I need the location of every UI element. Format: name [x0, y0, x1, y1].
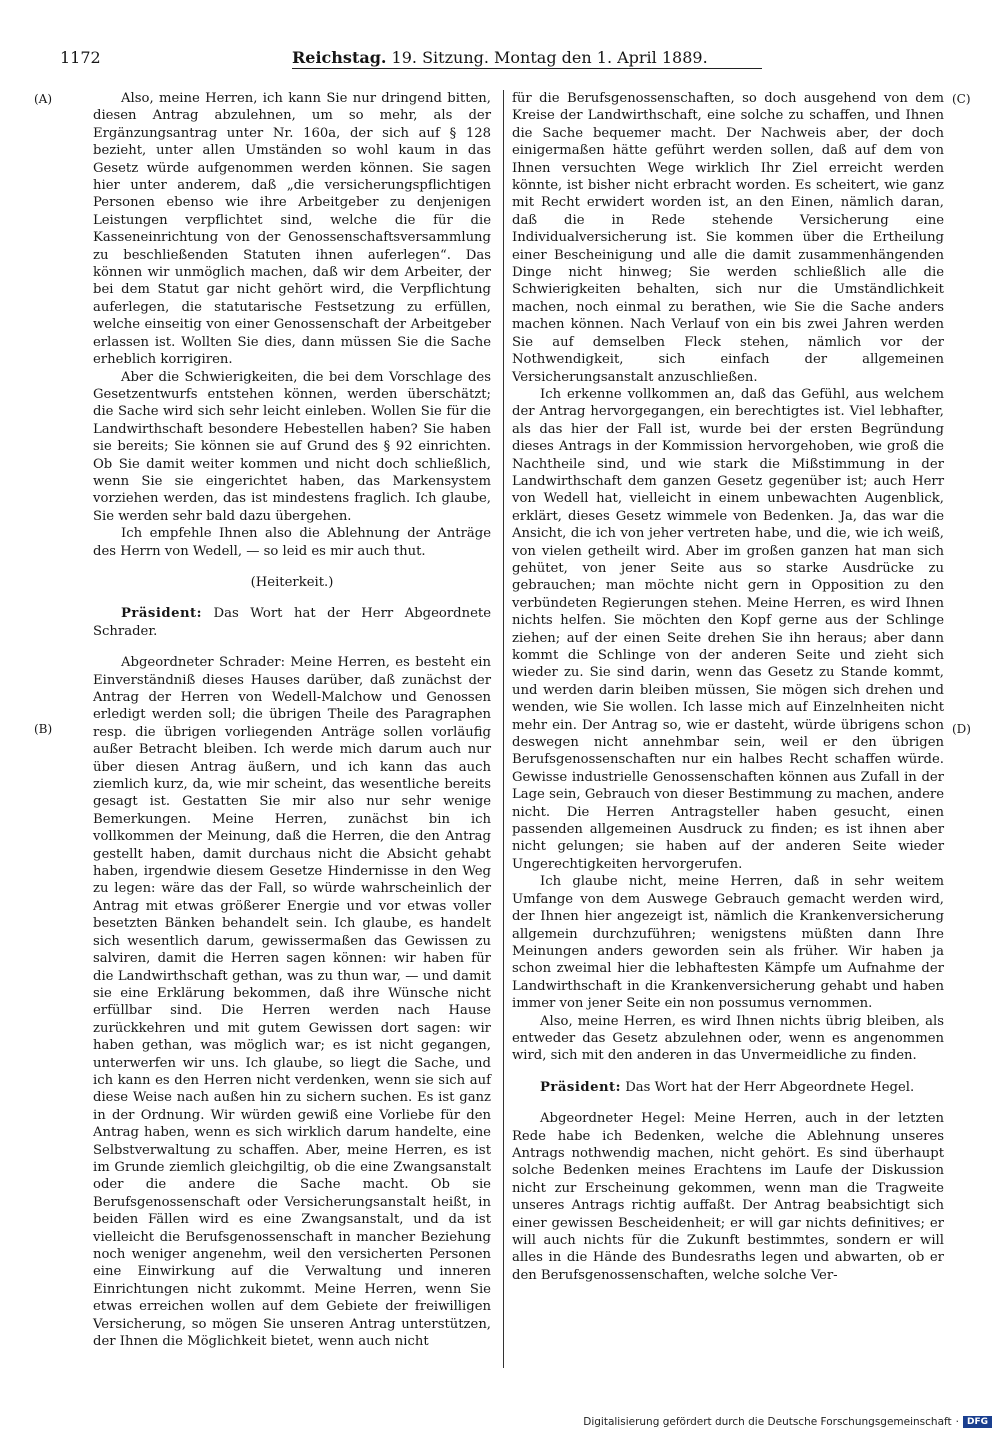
- left-column: [93, 90, 491, 1350]
- president-text: Das Wort hat der Herr Abgeordnete Schrader.: [93, 606, 491, 639]
- running-title: [292, 48, 708, 67]
- president-label: Präsident:: [121, 606, 203, 622]
- left-paragraph: Ich empfehle Ihnen also die Ablehnung der Anträge des Herrn von Wedell, — so leid es mir auch thut.: [93, 526, 491, 559]
- header-rule: [292, 68, 762, 69]
- speech-text: Meine Herren, es besteht ein Einverständniß dieses Hauses darüber, daß zunächst der Antrag der Herren von Wedell-Malchow und Genossen erledigt werden soll; die übrigen Theile des Paragraphen resp. die übrigen vorliegenden Anträge sollen vorläufig außer Betracht bleiben. Ich werde mich darum auch nur über diesen Antrag äußern, und ich kann das auch ziemlich kurz, da, wie mir scheint, das wesentliche bereits gesagt ist. Gestatten Sie mir also nur sehr wenige Bemerkungen. Meine Herren, zunächst bin ich vollkommen der Meinung, daß die Herren, die den Antrag gestellt haben, damit durchaus nicht die Absicht gehabt haben, irgendwie diesem Gesetze Hindernisse in den Weg zu legen: wäre das der Fall, so würde wahrscheinlich der Antrag mit etwas größerer Energie und vor etwas voller besetzten Bänken behandelt sein. Ich glaube, es handelt sich wesentlich darum, gewissermaßen das Gewissen zu salviren, damit die Herren sagen können: wir haben für die Landwirthschaft gethan, was zu thun war, — und damit sie eine Erklärung bekommen, daß ihre Wünsche nicht erfüllbar sind. Die Herren werden nach Hause zurückkehren und mit gutem Gewissen dort sagen: wir haben gethan, was möglich war; es ist nicht gegangen, unterwerfen wir uns. Ich glaube, so liegt die Sache, und ich kann es den Herren nicht verdenken, wenn sie sich auf diese Weise nach außen hin zu sichern suchen. Es ist ganz in der Ordnung. Wir würden gewiß eine Vorliebe für den Antrag haben, wenn es sich wirklich darum handelte, eine Selbstverwaltung zu schaffen. Aber, meine Herren, es ist im Grunde ziemlich gleichgiltig, ob die eine Zwangsanstalt oder die andere die Sache macht. Ob sie Berufsgenossenschaft oder Versicherungsanstalt heißt, in beiden Fällen wird es eine Zwangsanstalt, und da ist vielleicht die Berufsgenossenschaft in mancher Beziehung noch weniger angenehm, weil den versicherten Personen eine Einwirkung auf die Verwaltung und inneren Einrichtungen nicht zukommt. Meine Herren, wenn Sie etwas erreichen wollen auf dem Gebiete der freiwilligen Versicherung, so mögen Sie unseren Antrag unterstützen, der Ihnen die Möglichkeit bietet, wenn auch nicht: [93, 655, 491, 1350]
- right-paragraph: für die Berufsgenossenschaften, so doch ausgehend von dem Kreise der Landwirthschaft, eine solche zu schaffen, und Ihnen die Sache bequemer macht. Der Nachweis aber, der doch einigermaßen hätte geführt werden sollen, daß auf dem von Ihnen versuchten Wege wirklich Ihr Ziel erreicht werden könnte, ist bisher nicht erbracht worden. Es scheitert, wie ganz mit Recht erwidert worden ist, an den Einen, nämlich daran, daß die in Rede stehende Versicherung eine Individualversicherung ist. Sie kommen über die Ertheilung einer Bescheinigung und alle die damit zusammenhängenden Dinge nicht hinweg; Sie werden schließlich alle die Schwierigkeiten behalten, sich nur die Umständlichkeit machen, noch einmal zu berathen, wie Sie die Sache anders machen können. Nach Verlauf von ein bis zwei Jahren werden Sie auf demselben Fleck stehen, nämlich vor der Nothwendigkeit, sich einfach der allgemeinen Versicherungsanstalt anzuschließen.: [512, 91, 944, 385]
- dfg-logo: DFG: [963, 1416, 992, 1428]
- page-header: [60, 44, 940, 70]
- page-number: 1172: [60, 48, 101, 67]
- right-paragraph: Ich glaube nicht, meine Herren, daß in sehr weitem Umfange von dem Auswege Gebrauch gemacht werden wird, der Ihnen hier angezeigt ist, nämlich die Krankenversicherung allgemein durchzuführen; wenigstens müßten dann Ihre Meinungen anders geworden sein als früher. Wir haben ja schon zweimal hier die lebhaftesten Kämpfe um Aufnahme der Landwirthschaft in die Krankenversicherung gehabt und haben immer von jener Seite ein non possumus vernommen.: [512, 874, 944, 1012]
- footer-text: Digitalisierung gefördert durch die Deutsche Forschungsgemeinschaft: [583, 1416, 952, 1428]
- president-statement: [512, 1079, 944, 1096]
- speaker-label: Abgeordneter Hegel:: [540, 1111, 686, 1127]
- column-divider: [503, 90, 504, 1368]
- margin-marker-c: (C): [952, 92, 971, 106]
- laughter-note: (Heiterkeit.): [250, 574, 334, 590]
- left-paragraph: Aber die Schwierigkeiten, die bei dem Vorschlage des Gesetzentwurfs entstehen können, werden überschätzt; die Sache wird sich sehr leicht einleben. Wollen Sie für die Landwirthschaft besondere Hebestellen haben? Sie haben sie bereits; Sie können sie auf Grund des § 92 einrichten. Ob Sie damit weiter kommen und nicht doch schließlich, wenn Sie sie eingerichtet haben, das Markensystem vorziehen werden, das ist mindestens fraglich. Ich glaube, Sie werden sehr bald dazu übergehen.: [93, 369, 491, 524]
- speech: [512, 1110, 944, 1284]
- speech: [93, 654, 491, 1350]
- running-title-rest: 19. Sitzung. Montag den 1. April 1889.: [391, 48, 708, 67]
- footer-separator: ·: [955, 1416, 959, 1428]
- digitization-footer: [583, 1414, 992, 1430]
- margin-marker-d: (D): [952, 722, 971, 736]
- president-label: Präsident:: [540, 1079, 622, 1095]
- speaker-label: Abgeordneter Schrader:: [121, 655, 286, 671]
- margin-marker-a: (A): [34, 92, 53, 106]
- speech-text: Meine Herren, auch in der letzten Rede habe ich Bedenken, welche die Ablehnung unseres Antrags nothwendig machen, nicht gehört. Es sind überhaupt solche Bedenken meines Erachtens im Laufe der Diskussion nicht zur Erscheinung gekommen, wenn man die Tragweite unseres Antrags richtig auffaßt. Der Antrag beabsichtigt sich einer gewissen Bescheidenheit; er will gar nichts definitives; er will auch nichts für die Zukunft bestimmtes, sondern er will alles in die Hände des Bundesraths legen und abwarten, ob er den Berufsgenossenschaften, welche solche Ver-: [512, 1111, 944, 1283]
- right-paragraph: Also, meine Herren, es wird Ihnen nichts übrig bleiben, als entweder das Gesetz abzulehnen oder, wenn es angenommen wird, sich mit den anderen in das Unvermeidliche zu finden.: [512, 1013, 944, 1064]
- right-column: [512, 90, 944, 1284]
- president-text: Das Wort hat der Herr Abgeordnete Hegel.: [625, 1079, 915, 1095]
- right-paragraph: Ich erkenne vollkommen an, daß das Gefühl, aus welchem der Antrag hervorgegangen, ein berechtigtes ist. Viel lebhafter, als das hier der Fall ist, wurde bei der ersten Begründung dieses Antrags in der Kommission hervorgehoben, wie groß die Nachtheile sind, und wie stark die Mißstimmung in der Landwirthschaft dem ganzen Gesetz gegenüber ist; auch Herr von Wedell hat, vielleicht in einem unbewachten Augenblick, erklärt, dieses Gesetz wimmele von Bedenken. Ja, das war die Ansicht, die ich von jeher vertreten habe, und die, wie ich weiß, von vielen getheilt wird. Aber im großen ganzen hat man sich gehütet, von jener Seite aus so starke Ausdrücke zu gebrauchen; man möchte nicht gern in Opposition zu den verbündeten Regierungen stehen. Meine Herren, es wird Ihnen nichts helfen. Sie möchten den Kopf gerne aus der Schlinge ziehen; auf der einen Seite drehen Sie ihn heraus; aber dann kommt die Schlinge von der anderen Seite und zieht sich wieder zu. Sie sind darin, wenn das Gesetz zu Stande kommt, und werden darin bleiben müssen, Sie mögen sich drehen und wenden, wie Sie wollen. Ich lasse mich auf Einzelnheiten nicht mehr ein. Der Antrag so, wie er dasteht, würde übrigens schon deswegen nicht annehmbar sein, weil er den übrigen Berufsgenossenschaften nur ein halbes Recht schaffen würde. Gewisse industrielle Genossenschaften können aus Zufall in der Lage sein, Gebrauch von dieser Bestimmung zu machen, andere nicht. Die Herren Antragsteller haben gesucht, einen passenden allgemeinen Ausdruck zu finden; es ist ihnen aber nicht gelungen; sie haben auf der anderen Seite wieder Ungerechtigkeiten hervorgerufen.: [512, 386, 944, 872]
- margin-marker-b: (B): [34, 722, 53, 736]
- running-title-bold: Reichstag.: [292, 48, 387, 67]
- president-statement: [93, 605, 491, 640]
- left-paragraph: Also, meine Herren, ich kann Sie nur dringend bitten, diesen Antrag abzulehnen, um so mehr, als der Ergänzungsantrag unter Nr. 160a, der sich auf § 128 bezieht, unter allen Umständen so wohl kaum in das Gesetz würde aufgenommen werden können. Sie sagen hier unter anderem, daß „die versicherungspflichtigen Personen ebenso wie ihre Arbeitgeber zu denjenigen Leistungen verpflichtet sind, welche die für die Kasseneinrichtung von der Genossenschaftsversammlung zu beschließenden Statuten ihnen auferlegen“. Das können wir unmöglich machen, daß wir dem Arbeiter, der bei dem Statut gar nicht gehört wird, die Verpflichtung auferlegen, die statutarische Festsetzung zu erfüllen, welche einseitig von einer Genossenschaft der Arbeitgeber erlassen ist. Wollten Sie dies, dann müssen Sie die Sache erheblich korrigiren.: [93, 91, 491, 368]
